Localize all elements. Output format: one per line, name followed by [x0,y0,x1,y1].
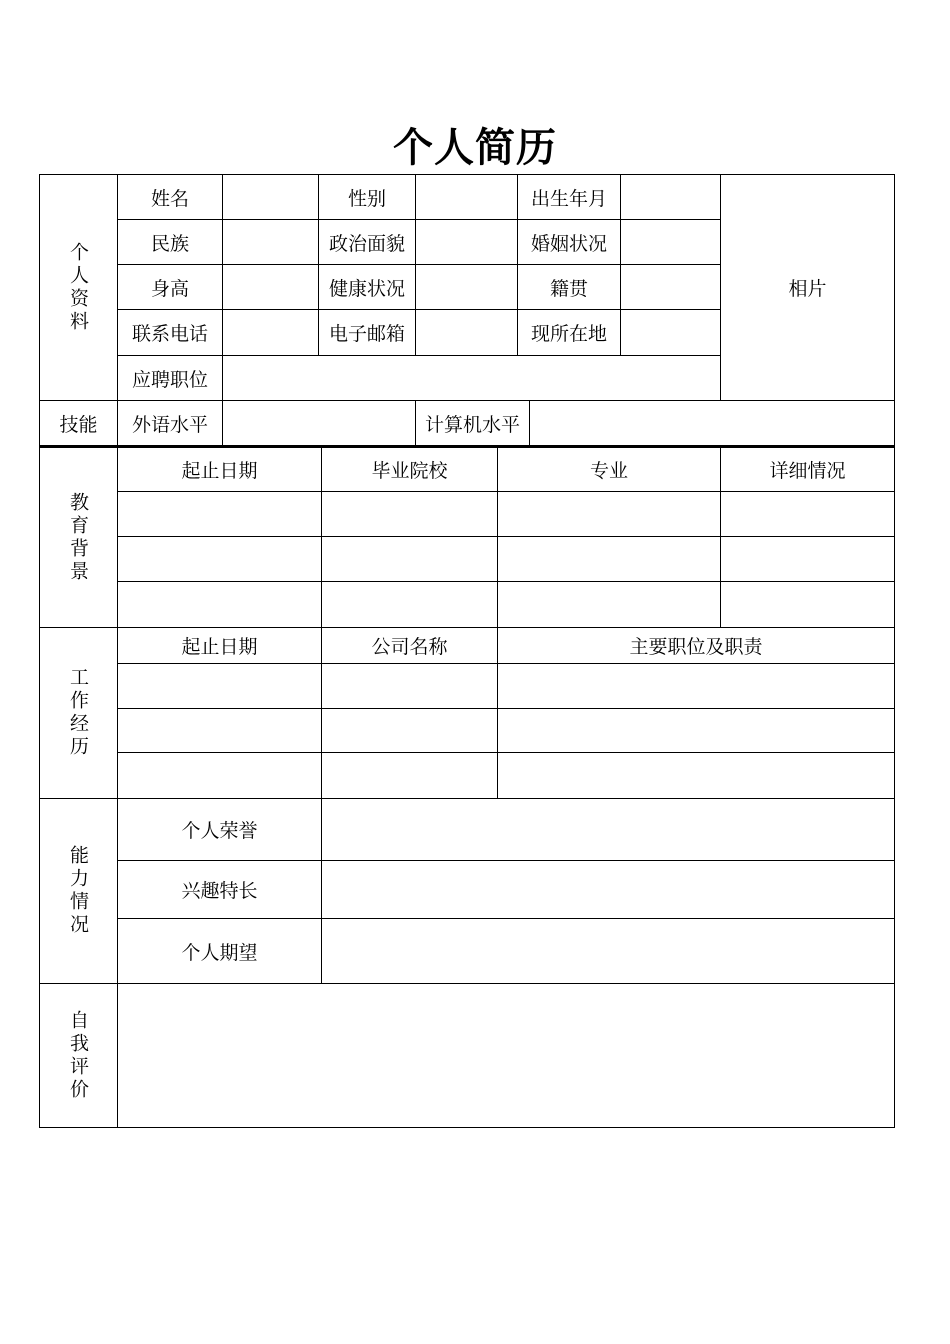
edu-cell[interactable] [497,536,721,582]
edu-cell[interactable] [720,536,895,582]
field-self-eval[interactable] [117,983,895,1128]
label-language: 外语水平 [117,400,223,446]
field-political[interactable] [415,219,518,265]
label-gender: 性别 [318,174,416,220]
field-expectations[interactable] [321,918,895,984]
field-position[interactable] [222,355,721,401]
label-health: 健康状况 [318,264,416,310]
work-cell[interactable] [117,752,322,799]
label-hometown: 籍贯 [517,264,621,310]
edu-cell[interactable] [720,581,895,628]
label-computer: 计算机水平 [415,400,530,446]
label-ethnicity: 民族 [117,219,223,265]
label-expectations: 个人期望 [117,918,322,984]
work-header-duties: 主要职位及职责 [497,627,895,664]
field-computer[interactable] [529,400,895,446]
field-email[interactable] [415,309,518,356]
section-label-work: 工作经历 [39,627,118,799]
label-name: 姓名 [117,174,223,220]
label-phone: 联系电话 [117,309,223,356]
work-cell[interactable] [497,663,895,709]
field-name[interactable] [222,174,319,220]
photo-box[interactable]: 相片 [720,174,895,401]
edu-cell[interactable] [720,491,895,537]
field-ethnicity[interactable] [222,219,319,265]
page-title: 个人简历 [393,124,557,171]
section-label-ability: 能力情况 [39,798,118,984]
work-cell[interactable] [321,708,498,753]
work-cell[interactable] [497,708,895,753]
edu-cell[interactable] [321,491,498,537]
section-label-skills: 技能 [39,400,118,446]
label-email: 电子邮箱 [318,309,416,356]
label-position: 应聘职位 [117,355,223,401]
field-honors[interactable] [321,798,895,861]
label-location: 现所在地 [517,309,621,356]
work-cell[interactable] [321,752,498,799]
field-height[interactable] [222,264,319,310]
edu-header-school: 毕业院校 [321,446,498,492]
label-birth: 出生年月 [517,174,621,220]
field-language[interactable] [222,400,416,446]
edu-cell[interactable] [497,491,721,537]
work-cell[interactable] [497,752,895,799]
section-label-education: 教育背景 [39,446,118,628]
field-interests[interactable] [321,860,895,919]
work-cell[interactable] [117,708,322,753]
field-phone[interactable] [222,309,319,356]
edu-cell[interactable] [321,581,498,628]
work-cell[interactable] [117,663,322,709]
edu-header-dates: 起止日期 [117,446,322,492]
edu-cell[interactable] [117,536,322,582]
label-height: 身高 [117,264,223,310]
work-cell[interactable] [321,663,498,709]
label-marital: 婚姻状况 [517,219,621,265]
edu-cell[interactable] [321,536,498,582]
edu-cell[interactable] [497,581,721,628]
label-political: 政治面貌 [318,219,416,265]
edu-cell[interactable] [117,581,322,628]
edu-header-major: 专业 [497,446,721,492]
field-health[interactable] [415,264,518,310]
field-location[interactable] [620,309,721,356]
label-interests: 兴趣特长 [117,860,322,919]
field-birth[interactable] [620,174,721,220]
section-label-personal: 个人资料 [39,174,118,401]
section-label-self-eval: 自我评价 [39,983,118,1128]
label-honors: 个人荣誉 [117,798,322,861]
field-marital[interactable] [620,219,721,265]
edu-cell[interactable] [117,491,322,537]
work-header-dates: 起止日期 [117,627,322,664]
edu-header-details: 详细情况 [720,446,895,492]
field-hometown[interactable] [620,264,721,310]
work-header-company: 公司名称 [321,627,498,664]
field-gender[interactable] [415,174,518,220]
